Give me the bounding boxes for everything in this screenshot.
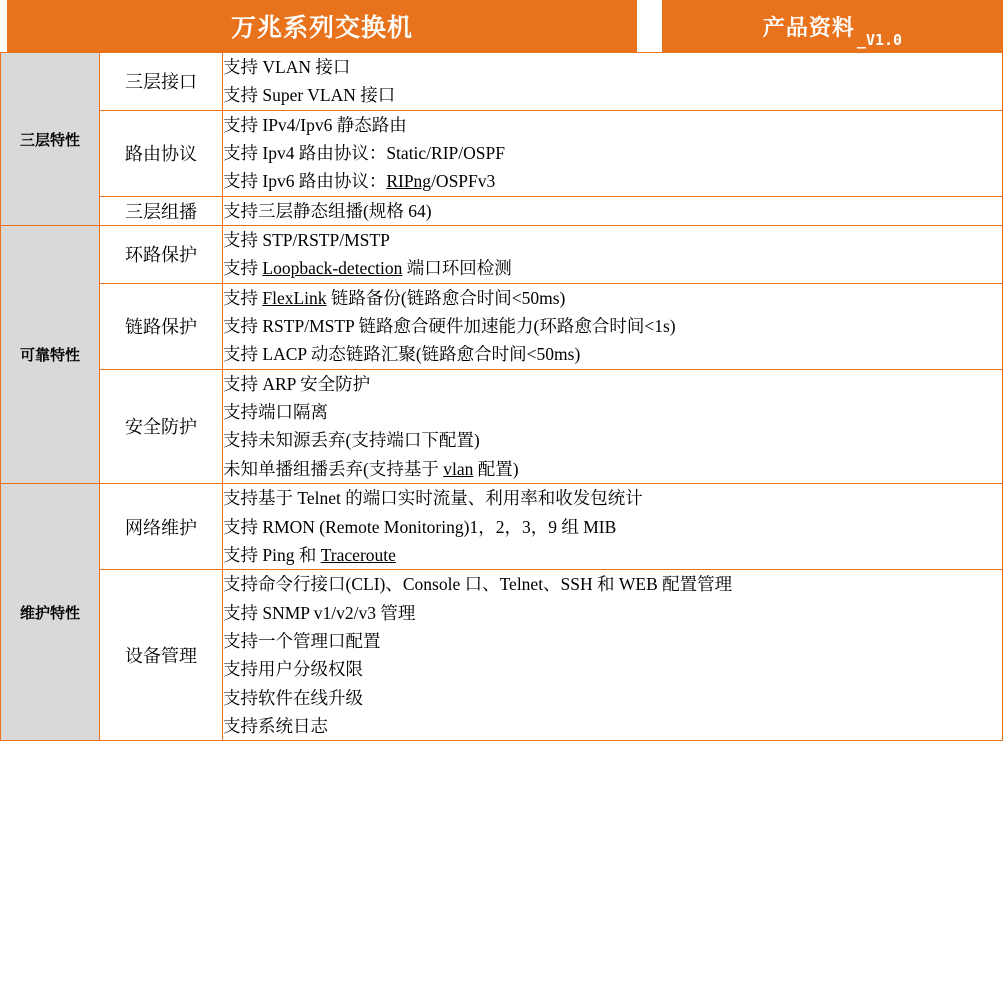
subcategory-cell: 路由协议 — [100, 110, 223, 196]
description-line: 未知单播组播丢弃(支持基于 vlan 配置) — [223, 458, 519, 479]
product-title: 万兆系列交换机 — [7, 0, 637, 52]
description-line: 支持 FlexLink 链路备份(链路愈合时间<50ms) — [223, 287, 566, 308]
description-line: 支持三层静态组播(规格 64) — [223, 200, 432, 221]
subcategory-cell: 三层组播 — [100, 196, 223, 225]
description-line: 支持命令行接口(CLI)、Console 口、Telnet、SSH 和 WEB 配置管理 — [223, 574, 733, 595]
underlined-term: Loopback-detection — [262, 258, 403, 279]
description-line: 支持 RMON (Remote Monitoring)1，2，3，9 组 MIB — [223, 516, 617, 537]
table-row — [1, 196, 1003, 225]
category-cell: 可靠特性 — [1, 226, 100, 484]
description-line: 支持 Ping 和 Traceroute — [223, 544, 396, 565]
description-line: 支持一个管理口配置 — [223, 630, 381, 651]
description-cell — [223, 53, 1003, 111]
description-line: 支持 LACP 动态链路汇聚(链路愈合时间<50ms) — [223, 344, 581, 365]
subcategory-cell: 环路保护 — [100, 226, 223, 284]
subcategory-cell: 网络维护 — [100, 484, 223, 570]
description-line: 支持用户分级权限 — [223, 659, 363, 680]
description-cell — [223, 196, 1003, 225]
description-cell — [223, 570, 1003, 741]
document-type-banner — [662, 0, 1003, 52]
table-row — [1, 53, 1003, 111]
subcategory-cell: 三层接口 — [100, 53, 223, 111]
subcategory-cell: 设备管理 — [100, 570, 223, 741]
description-line: 支持 ARP 安全防护 — [223, 373, 371, 394]
category-cell: 维护特性 — [1, 484, 100, 741]
description-line: 支持 Ipv6 路由协议：RIPng/OSPFv3 — [223, 171, 496, 192]
description-line: 支持 Loopback-detection 端口环回检测 — [223, 258, 512, 279]
subcategory-cell: 链路保护 — [100, 283, 223, 369]
description-cell — [223, 369, 1003, 483]
description-line: 支持系统日志 — [223, 715, 328, 736]
underlined-term: vlan — [443, 458, 474, 479]
description-line: 支持 IPv4/Ipv6 静态路由 — [223, 114, 407, 135]
table-row — [1, 484, 1003, 570]
description-cell — [223, 226, 1003, 284]
description-line: 支持端口隔离 — [223, 402, 328, 423]
table-row — [1, 570, 1003, 741]
description-cell — [223, 484, 1003, 570]
table-row — [1, 110, 1003, 196]
description-line: 支持基于 Telnet 的端口实时流量、利用率和收发包统计 — [223, 488, 643, 509]
description-line: 支持软件在线升级 — [223, 687, 363, 708]
subcategory-cell: 安全防护 — [100, 369, 223, 483]
table-row — [1, 283, 1003, 369]
document-type-label: 产品资料 — [762, 15, 855, 41]
header-left-spacer — [0, 0, 7, 52]
table-row — [1, 369, 1003, 483]
category-cell: 三层特性 — [1, 53, 100, 226]
description-line: 支持 RSTP/MSTP 链路愈合硬件加速能力(环路愈合时间<1s) — [223, 316, 676, 337]
description-line: 支持 VLAN 接口 — [223, 57, 351, 77]
underlined-term: FlexLink — [262, 287, 327, 308]
header-gap — [637, 0, 662, 52]
description-line: 支持 Super VLAN 接口 — [223, 85, 396, 106]
description-line: 支持 STP/RSTP/MSTP — [223, 230, 390, 251]
description-cell — [223, 283, 1003, 369]
underlined-term: Traceroute — [320, 544, 396, 565]
description-line: 支持 SNMP v1/v2/v3 管理 — [223, 602, 416, 623]
specification-table-body — [1, 53, 1003, 741]
document-version-label: _V1.0 — [856, 31, 903, 49]
table-row — [1, 226, 1003, 284]
document-header — [0, 0, 1003, 52]
specification-table — [0, 52, 1003, 741]
description-line: 支持 Ipv4 路由协议：Static/RIP/OSPF — [223, 143, 505, 164]
description-cell — [223, 110, 1003, 196]
description-line: 支持未知源丢弃(支持端口下配置) — [223, 430, 480, 451]
underlined-term: RIPng — [386, 171, 432, 192]
